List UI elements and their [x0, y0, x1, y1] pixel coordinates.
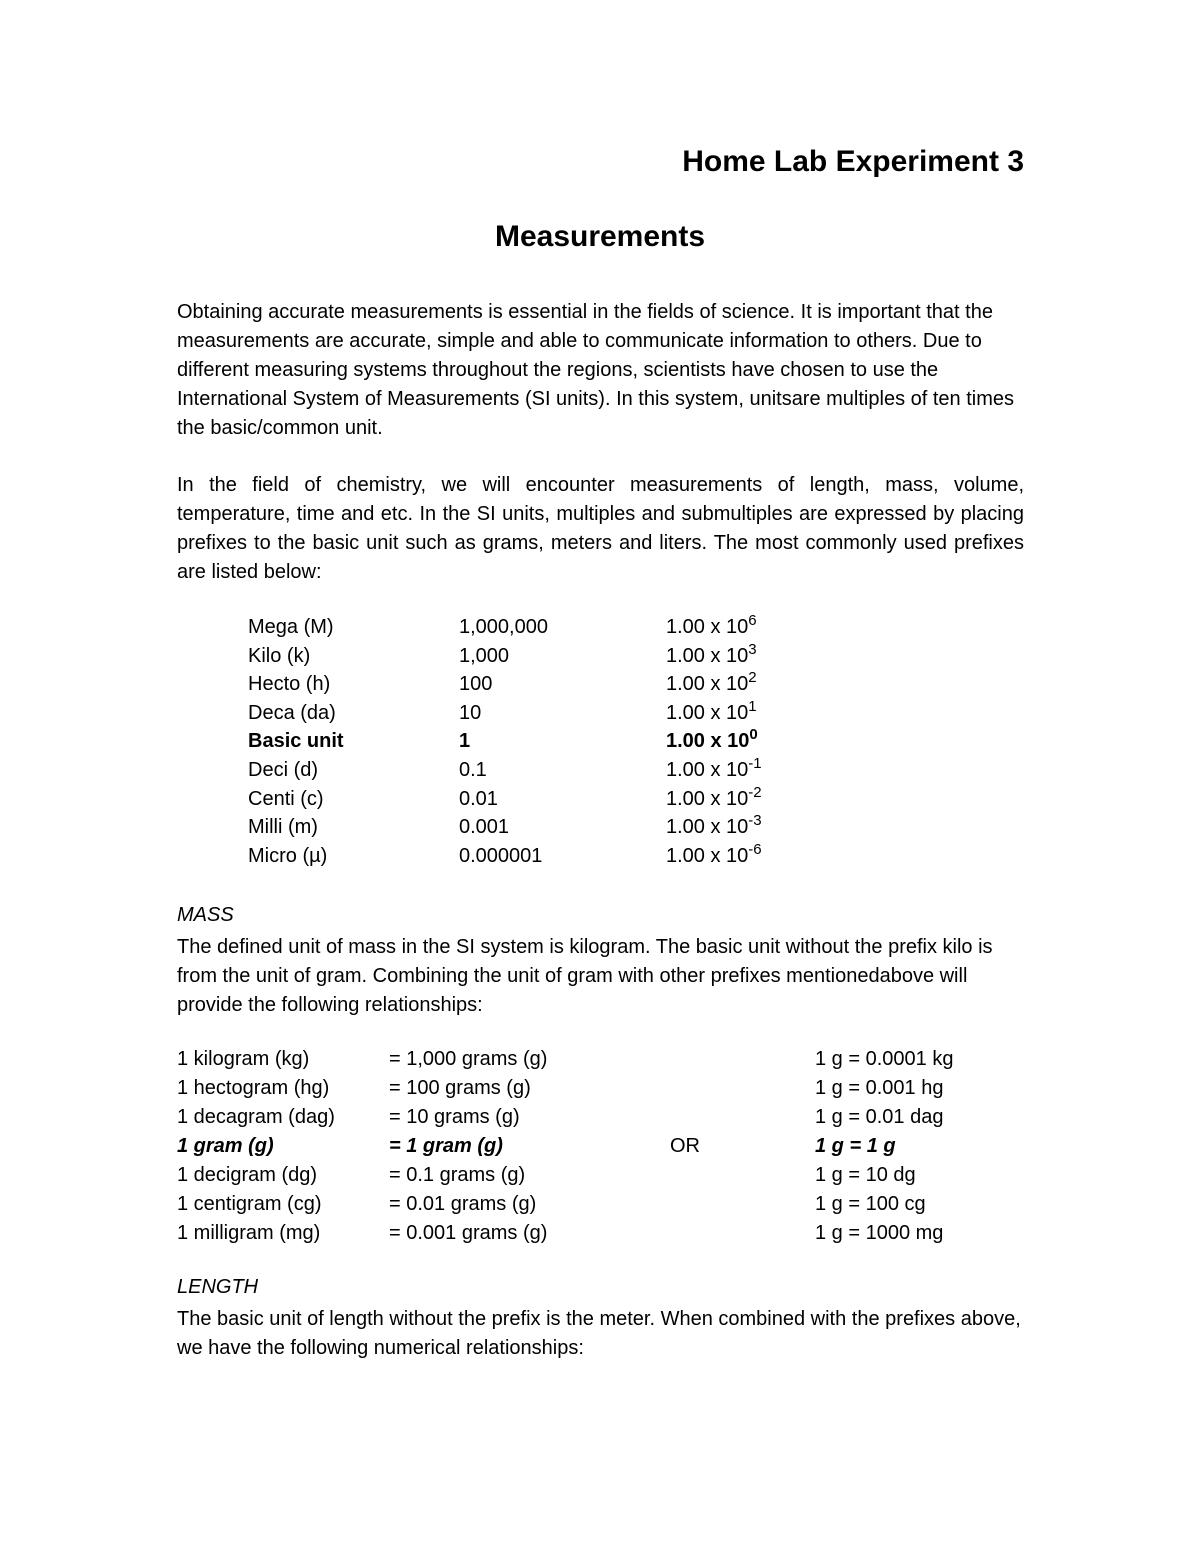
sci-base: 1.00 x 10 [666, 644, 749, 667]
mass-equivalent: = 0.001 grams (g) [389, 1222, 548, 1244]
mass-unit: 1 hectogram (hg) [177, 1077, 330, 1099]
sci-exponent: 2 [748, 669, 757, 687]
sci-base: 1.00 x 10 [666, 787, 749, 810]
sci-exponent: -3 [748, 812, 762, 830]
sci-exponent: -6 [748, 840, 762, 858]
prefix-name: Micro (µ) [248, 844, 328, 867]
mass-paragraph: The defined unit of mass in the SI system is kilogram. The basic unit without the prefix kilo is from the unit of gram. Combining the unit of gram with other prefixes mentionedabove will provide the following relationships: [177, 936, 993, 1016]
mass-row [0, 1161, 1200, 1190]
prefix-name: Mega (M) [248, 616, 334, 638]
mass-inverse: 1 g = 100 cg [815, 1193, 926, 1215]
mass-unit: 1 gram (g) [177, 1135, 274, 1157]
sci-exponent: 6 [748, 612, 757, 629]
prefix-table [0, 613, 1200, 870]
mass-unit: 1 milligram (mg) [177, 1222, 321, 1244]
prefix-row [0, 813, 1200, 842]
mass-equivalent: = 1 gram (g) [389, 1135, 503, 1157]
sci-base: 1.00 x 10 [666, 844, 749, 867]
mass-row [0, 1103, 1200, 1132]
prefix-intro-paragraph: In the field of chemistry, we will encounter measurements of length, mass, volume, temperature, time and etc. In the SI units, multiples and submultiples are expressed by placing prefixes to the basic unit such as grams, meters and liters. The most commonly used prefixes are listed below: [177, 474, 1024, 583]
prefix-name: Milli (m) [248, 816, 318, 839]
prefix-row [0, 699, 1200, 728]
mass-unit: 1 centigram (cg) [177, 1193, 322, 1215]
mass-unit: 1 decagram (dag) [177, 1106, 335, 1128]
prefix-row [0, 613, 1200, 642]
prefix-value: 10 [459, 701, 482, 724]
sci-exponent: 0 [749, 726, 758, 744]
mass-heading: MASS [177, 904, 234, 926]
prefix-row [0, 756, 1200, 785]
mass-inverse: 1 g = 0.01 dag [815, 1106, 944, 1128]
mass-unit: 1 kilogram (kg) [177, 1048, 310, 1070]
mass-equivalent: = 0.01 grams (g) [389, 1193, 537, 1215]
prefix-scientific [666, 727, 758, 756]
sci-base: 1.00 x 10 [666, 616, 749, 638]
mass-table [0, 1045, 1200, 1248]
mass-inverse: 1 g = 10 dg [815, 1164, 916, 1186]
prefix-value: 0.01 [459, 787, 498, 810]
prefix-scientific [666, 813, 762, 842]
sci-base: 1.00 x 10 [666, 673, 749, 696]
mass-inverse: 1 g = 0.0001 kg [815, 1048, 954, 1070]
prefix-value: 0.1 [459, 758, 487, 781]
prefix-value: 1,000,000 [459, 616, 548, 638]
mass-equivalent: = 10 grams (g) [389, 1106, 520, 1128]
document-title: Home Lab Experiment 3 [682, 145, 1024, 178]
prefix-name: Basic unit [248, 730, 344, 753]
mass-equivalent: = 100 grams (g) [389, 1077, 531, 1099]
mass-unit: 1 decigram (dg) [177, 1164, 318, 1186]
mass-row [0, 1045, 1200, 1074]
sci-exponent: -2 [748, 783, 762, 801]
sci-base: 1.00 x 10 [666, 701, 749, 724]
prefix-scientific [666, 670, 757, 699]
sci-base: 1.00 x 10 [666, 816, 749, 839]
prefix-value: 1,000 [459, 644, 510, 667]
prefix-row [0, 785, 1200, 814]
prefix-row [0, 642, 1200, 671]
length-paragraph: The basic unit of length without the prefix is the meter. When combined with the prefixes above, we have the following numerical relationships: [177, 1308, 1021, 1359]
prefix-row-basic-unit [0, 727, 1200, 756]
document-subtitle: Measurements [494, 220, 706, 253]
prefix-name: Centi (c) [248, 787, 324, 810]
prefix-scientific [666, 613, 757, 642]
prefix-value: 0.000001 [459, 844, 543, 867]
mass-row-gram [0, 1132, 1200, 1161]
length-heading: LENGTH [177, 1276, 259, 1298]
prefix-name: Kilo (k) [248, 644, 311, 667]
mass-inverse: 1 g = 1 g [815, 1135, 896, 1157]
mass-inverse: 1 g = 1000 mg [815, 1222, 944, 1244]
prefix-scientific [666, 642, 757, 671]
prefix-name: Hecto (h) [248, 673, 331, 696]
sci-exponent: 1 [748, 697, 757, 715]
prefix-value: 100 [459, 673, 493, 696]
sci-base: 1.00 x 10 [666, 730, 750, 753]
mass-row [0, 1190, 1200, 1219]
mass-inverse: 1 g = 0.001 hg [815, 1077, 944, 1099]
prefix-scientific [666, 756, 762, 785]
mass-equivalent: = 1,000 grams (g) [389, 1048, 548, 1070]
mass-equivalent: = 0.1 grams (g) [389, 1164, 526, 1186]
prefix-scientific [666, 842, 762, 871]
prefix-scientific [666, 699, 757, 728]
sci-exponent: -1 [748, 754, 762, 772]
prefix-value: 1 [459, 730, 471, 753]
mass-row [0, 1074, 1200, 1103]
sci-exponent: 3 [748, 640, 757, 658]
prefix-row [0, 842, 1200, 871]
sci-base: 1.00 x 10 [666, 758, 749, 781]
prefix-name: Deca (da) [248, 701, 336, 724]
prefix-value: 0.001 [459, 816, 510, 839]
prefix-name: Deci (d) [248, 758, 319, 781]
or-label: OR [670, 1135, 700, 1157]
mass-row [0, 1219, 1200, 1248]
prefix-row [0, 670, 1200, 699]
prefix-scientific [666, 785, 762, 814]
intro-paragraph: Obtaining accurate measurements is essential in the fields of science. It is important that the measurements are accurate, simple and able to communicate information to others. Due to different measuring systems throughout the regions, scientists have chosen to use the International System of Measurements (SI units). In this system, unitsare multiples of ten times the basic/common unit. [177, 301, 1015, 439]
